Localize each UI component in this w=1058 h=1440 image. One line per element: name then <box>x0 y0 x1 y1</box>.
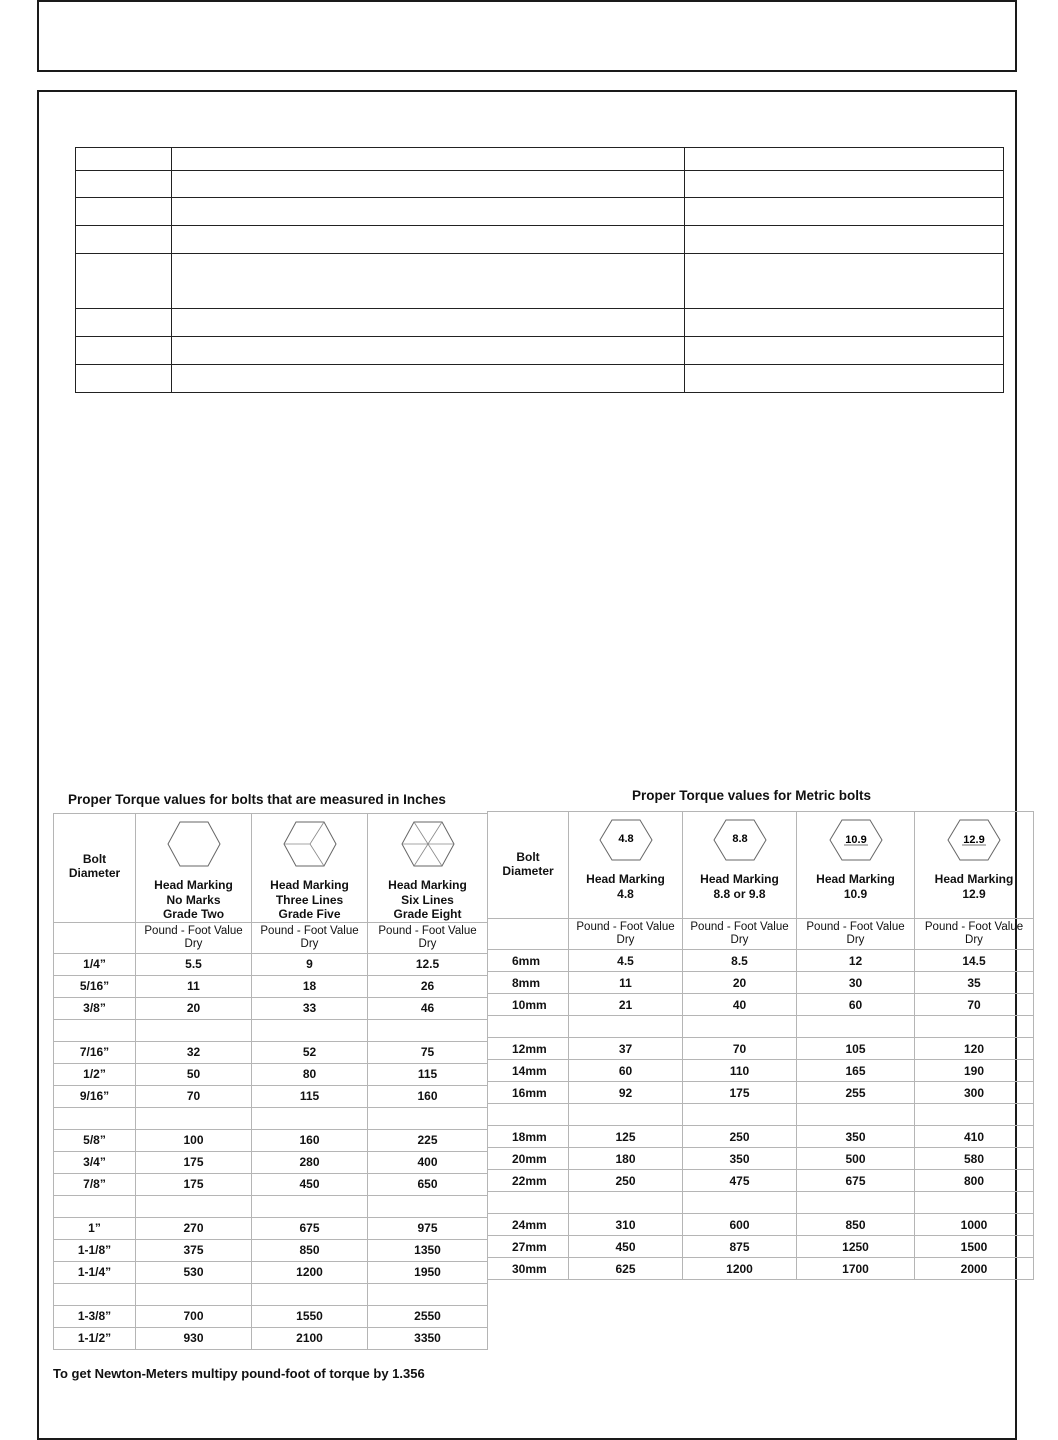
bolt-diameter-cell: 22mm <box>488 1170 569 1192</box>
torque-value-cell: 875 <box>683 1236 797 1258</box>
torque-value-cell: 33 <box>252 997 368 1019</box>
torque-value-cell: 3350 <box>368 1327 488 1349</box>
torque-value-cell <box>569 1016 683 1038</box>
torque-value-cell: 8.5 <box>683 950 797 972</box>
torque-value-cell: 375 <box>136 1239 252 1261</box>
torque-value-cell <box>252 1019 368 1041</box>
torque-value-cell: 75 <box>368 1041 488 1063</box>
torque-value-cell: 1000 <box>915 1214 1034 1236</box>
table-row <box>54 997 488 1019</box>
table-row <box>54 975 488 997</box>
torque-value-cell: 120 <box>915 1038 1034 1060</box>
table-row <box>54 1129 488 1151</box>
torque-value-cell <box>915 1192 1034 1214</box>
torque-value-cell <box>797 1192 915 1214</box>
torque-value-cell: 105 <box>797 1038 915 1060</box>
torque-value-cell: 30 <box>797 972 915 994</box>
bolt-diameter-cell: 16mm <box>488 1082 569 1104</box>
bolt-diameter-cell: 8mm <box>488 972 569 994</box>
metric-torque-table <box>487 811 1034 1280</box>
spacer-row <box>488 1192 1034 1214</box>
torque-value-cell: 18 <box>252 975 368 997</box>
torque-value-cell: 300 <box>915 1082 1034 1104</box>
metric-table-title: Proper Torque values for Metric bolts <box>632 788 872 803</box>
bolt-diameter-cell: 7/8” <box>54 1173 136 1195</box>
grade-five-header: Head Marking Three Lines Grade Five <box>252 814 368 923</box>
inch-table-title: Proper Torque values for bolts that are measured in Inches <box>68 792 446 807</box>
header-frame <box>37 0 1017 72</box>
table-row <box>54 1151 488 1173</box>
torque-value-cell <box>797 1016 915 1038</box>
torque-value-cell: 37 <box>569 1038 683 1060</box>
bolt-diameter-cell: 5/8” <box>54 1129 136 1151</box>
bolt-diameter-cell: 18mm <box>488 1126 569 1148</box>
bolt-diameter-cell: 3/4” <box>54 1151 136 1173</box>
torque-value-cell: 14.5 <box>915 950 1034 972</box>
torque-value-cell <box>569 1192 683 1214</box>
torque-value-cell: 650 <box>368 1173 488 1195</box>
torque-value-cell: 250 <box>683 1126 797 1148</box>
table-row <box>488 1038 1034 1060</box>
torque-value-cell: 400 <box>368 1151 488 1173</box>
torque-value-cell <box>683 1104 797 1126</box>
torque-value-cell: 1200 <box>683 1258 797 1280</box>
torque-value-cell: 5.5 <box>136 953 252 975</box>
torque-value-cell: 100 <box>136 1129 252 1151</box>
bolt-diameter-cell: 1-1/2” <box>54 1327 136 1349</box>
torque-value-cell: 675 <box>797 1170 915 1192</box>
torque-value-cell <box>683 1016 797 1038</box>
table-row <box>488 994 1034 1016</box>
bolt-diameter-cell: 30mm <box>488 1258 569 1280</box>
bolt-diameter-cell <box>54 1107 136 1129</box>
torque-value-cell: 26 <box>368 975 488 997</box>
hex-three-lines-icon <box>282 820 338 868</box>
unit-label: Pound - Foot Value Dry <box>368 922 488 953</box>
bolt-diameter-cell: 14mm <box>488 1060 569 1082</box>
table-row <box>488 1082 1034 1104</box>
bolt-diameter-header: Bolt Diameter <box>54 814 136 923</box>
hex-12-9-icon <box>946 818 1002 862</box>
torque-value-cell: 225 <box>368 1129 488 1151</box>
torque-value-cell: 175 <box>683 1082 797 1104</box>
torque-value-cell: 1200 <box>252 1261 368 1283</box>
torque-value-cell: 12 <box>797 950 915 972</box>
torque-value-cell: 32 <box>136 1041 252 1063</box>
metric-table-body <box>488 950 1034 1280</box>
torque-value-cell <box>136 1195 252 1217</box>
torque-value-cell: 700 <box>136 1305 252 1327</box>
torque-value-cell: 1350 <box>368 1239 488 1261</box>
grade-two-header: Head Marking No Marks Grade Two <box>136 814 252 923</box>
torque-value-cell: 9 <box>252 953 368 975</box>
head-mark-label: 12.9 <box>963 834 985 846</box>
torque-value-cell: 350 <box>683 1148 797 1170</box>
torque-value-cell: 60 <box>797 994 915 1016</box>
torque-value-cell: 11 <box>136 975 252 997</box>
table-row <box>54 1063 488 1085</box>
head-mark-label: 8.8 <box>731 833 748 845</box>
torque-value-cell: 1700 <box>797 1258 915 1280</box>
torque-value-cell: 2100 <box>252 1327 368 1349</box>
head-mark-label: 10.9 <box>844 834 867 846</box>
table-row <box>488 1060 1034 1082</box>
torque-value-cell: 475 <box>683 1170 797 1192</box>
torque-value-cell: 310 <box>569 1214 683 1236</box>
bolt-diameter-cell: 9/16” <box>54 1085 136 1107</box>
unit-label: Pound - Foot Value Dry <box>915 919 1034 950</box>
grade-12-9-header: 12.9 Head Marking 12.9 <box>915 812 1034 919</box>
table-row <box>488 972 1034 994</box>
spacer-row <box>54 1283 488 1305</box>
torque-value-cell: 160 <box>252 1129 368 1151</box>
table-row <box>54 1239 488 1261</box>
torque-value-cell: 70 <box>136 1085 252 1107</box>
bolt-diameter-cell: 3/8” <box>54 997 136 1019</box>
torque-value-cell <box>252 1195 368 1217</box>
blank-revision-table <box>75 147 1004 393</box>
torque-value-cell: 12.5 <box>368 953 488 975</box>
unit-spacer <box>488 919 569 950</box>
torque-value-cell: 250 <box>569 1170 683 1192</box>
bolt-diameter-cell: 5/16” <box>54 975 136 997</box>
torque-value-cell: 930 <box>136 1327 252 1349</box>
torque-value-cell: 110 <box>683 1060 797 1082</box>
torque-value-cell: 50 <box>136 1063 252 1085</box>
unit-label: Pound - Foot Value Dry <box>683 919 797 950</box>
torque-value-cell <box>915 1016 1034 1038</box>
table-row <box>488 1170 1034 1192</box>
conversion-note: To get Newton-Meters multipy pound-foot of torque by 1.356 <box>53 1366 425 1381</box>
torque-value-cell: 92 <box>569 1082 683 1104</box>
head-mark-label: 4.8 <box>617 833 634 845</box>
torque-value-cell: 450 <box>569 1236 683 1258</box>
torque-value-cell <box>915 1104 1034 1126</box>
grade-eight-header: Head Marking Six Lines Grade Eight <box>368 814 488 923</box>
torque-value-cell <box>136 1107 252 1129</box>
torque-value-cell: 600 <box>683 1214 797 1236</box>
table-row <box>488 1126 1034 1148</box>
table-row <box>54 953 488 975</box>
bolt-diameter-cell: 7/16” <box>54 1041 136 1063</box>
table-row <box>488 1258 1034 1280</box>
bolt-diameter-cell: 24mm <box>488 1214 569 1236</box>
torque-value-cell: 450 <box>252 1173 368 1195</box>
unit-spacer <box>54 922 136 953</box>
torque-value-cell: 20 <box>136 997 252 1019</box>
bolt-diameter-cell <box>54 1283 136 1305</box>
hex-8-8-icon <box>712 818 768 862</box>
bolt-diameter-header: Bolt Diameter <box>488 812 569 919</box>
torque-value-cell: 1950 <box>368 1261 488 1283</box>
table-row <box>488 1236 1034 1258</box>
hex-six-lines-icon <box>400 820 456 868</box>
torque-value-cell: 11 <box>569 972 683 994</box>
bolt-diameter-cell <box>488 1016 569 1038</box>
torque-value-cell: 175 <box>136 1151 252 1173</box>
spacer-row <box>488 1104 1034 1126</box>
torque-value-cell: 175 <box>136 1173 252 1195</box>
inch-torque-table <box>53 813 488 1350</box>
unit-label: Pound - Foot Value Dry <box>569 919 683 950</box>
torque-value-cell: 115 <box>252 1085 368 1107</box>
torque-value-cell: 270 <box>136 1217 252 1239</box>
bolt-diameter-cell <box>54 1195 136 1217</box>
torque-value-cell <box>136 1019 252 1041</box>
torque-value-cell: 70 <box>915 994 1034 1016</box>
table-row <box>54 1173 488 1195</box>
torque-value-cell: 70 <box>683 1038 797 1060</box>
torque-value-cell: 410 <box>915 1126 1034 1148</box>
inch-table-body <box>54 953 488 1349</box>
torque-value-cell: 165 <box>797 1060 915 1082</box>
bolt-diameter-cell <box>54 1019 136 1041</box>
torque-value-cell: 2000 <box>915 1258 1034 1280</box>
table-row <box>54 1305 488 1327</box>
table-row <box>54 1041 488 1063</box>
torque-value-cell <box>252 1107 368 1129</box>
torque-value-cell <box>136 1283 252 1305</box>
torque-value-cell: 625 <box>569 1258 683 1280</box>
unit-label: Pound - Foot Value Dry <box>252 922 368 953</box>
torque-value-cell: 800 <box>915 1170 1034 1192</box>
torque-value-cell: 115 <box>368 1063 488 1085</box>
bolt-diameter-cell: 1” <box>54 1217 136 1239</box>
torque-value-cell: 280 <box>252 1151 368 1173</box>
torque-value-cell: 4.5 <box>569 950 683 972</box>
bolt-diameter-cell: 1-1/4” <box>54 1261 136 1283</box>
torque-value-cell: 675 <box>252 1217 368 1239</box>
torque-value-cell: 350 <box>797 1126 915 1148</box>
torque-value-cell: 530 <box>136 1261 252 1283</box>
torque-value-cell: 21 <box>569 994 683 1016</box>
table-row <box>54 1261 488 1283</box>
torque-value-cell: 40 <box>683 994 797 1016</box>
table-row <box>488 950 1034 972</box>
torque-value-cell <box>252 1283 368 1305</box>
torque-value-cell <box>569 1104 683 1126</box>
table-row <box>54 1217 488 1239</box>
torque-value-cell: 190 <box>915 1060 1034 1082</box>
spacer-row <box>54 1107 488 1129</box>
bolt-diameter-cell: 1/2” <box>54 1063 136 1085</box>
torque-value-cell: 850 <box>797 1214 915 1236</box>
bolt-diameter-cell: 1/4” <box>54 953 136 975</box>
torque-value-cell: 850 <box>252 1239 368 1261</box>
bolt-diameter-cell: 10mm <box>488 994 569 1016</box>
torque-value-cell: 35 <box>915 972 1034 994</box>
bolt-diameter-cell: 6mm <box>488 950 569 972</box>
torque-value-cell: 580 <box>915 1148 1034 1170</box>
torque-value-cell: 20 <box>683 972 797 994</box>
torque-value-cell: 180 <box>569 1148 683 1170</box>
hex-4-8-icon <box>598 818 654 862</box>
torque-value-cell: 80 <box>252 1063 368 1085</box>
spacer-row <box>488 1016 1034 1038</box>
table-row <box>488 1148 1034 1170</box>
unit-label: Pound - Foot Value Dry <box>797 919 915 950</box>
torque-value-cell <box>368 1107 488 1129</box>
torque-value-cell: 1250 <box>797 1236 915 1258</box>
torque-value-cell: 975 <box>368 1217 488 1239</box>
torque-value-cell: 60 <box>569 1060 683 1082</box>
torque-value-cell: 125 <box>569 1126 683 1148</box>
table-row <box>488 1214 1034 1236</box>
grade-4-8-header: 4.8 Head Marking 4.8 <box>569 812 683 919</box>
torque-value-cell: 160 <box>368 1085 488 1107</box>
torque-value-cell <box>368 1195 488 1217</box>
bolt-diameter-cell: 1-3/8” <box>54 1305 136 1327</box>
table-row <box>54 1085 488 1107</box>
spacer-row <box>54 1019 488 1041</box>
torque-value-cell: 255 <box>797 1082 915 1104</box>
bolt-diameter-cell <box>488 1104 569 1126</box>
grade-8-8-header: 8.8 Head Marking 8.8 or 9.8 <box>683 812 797 919</box>
table-row <box>54 1327 488 1349</box>
torque-value-cell: 52 <box>252 1041 368 1063</box>
hex-10-9-icon <box>828 818 884 862</box>
grade-10-9-header: 10.9 Head Marking 10.9 <box>797 812 915 919</box>
bolt-diameter-cell <box>488 1192 569 1214</box>
torque-value-cell: 2550 <box>368 1305 488 1327</box>
spacer-row <box>54 1195 488 1217</box>
torque-value-cell <box>368 1019 488 1041</box>
torque-value-cell: 46 <box>368 997 488 1019</box>
torque-value-cell: 1550 <box>252 1305 368 1327</box>
torque-value-cell <box>797 1104 915 1126</box>
torque-value-cell <box>683 1192 797 1214</box>
bolt-diameter-cell: 27mm <box>488 1236 569 1258</box>
torque-value-cell: 500 <box>797 1148 915 1170</box>
torque-value-cell: 1500 <box>915 1236 1034 1258</box>
hex-no-marks-icon <box>166 820 222 868</box>
bolt-diameter-cell: 20mm <box>488 1148 569 1170</box>
bolt-diameter-cell: 1-1/8” <box>54 1239 136 1261</box>
unit-label: Pound - Foot Value Dry <box>136 922 252 953</box>
bolt-diameter-cell: 12mm <box>488 1038 569 1060</box>
torque-value-cell <box>368 1283 488 1305</box>
